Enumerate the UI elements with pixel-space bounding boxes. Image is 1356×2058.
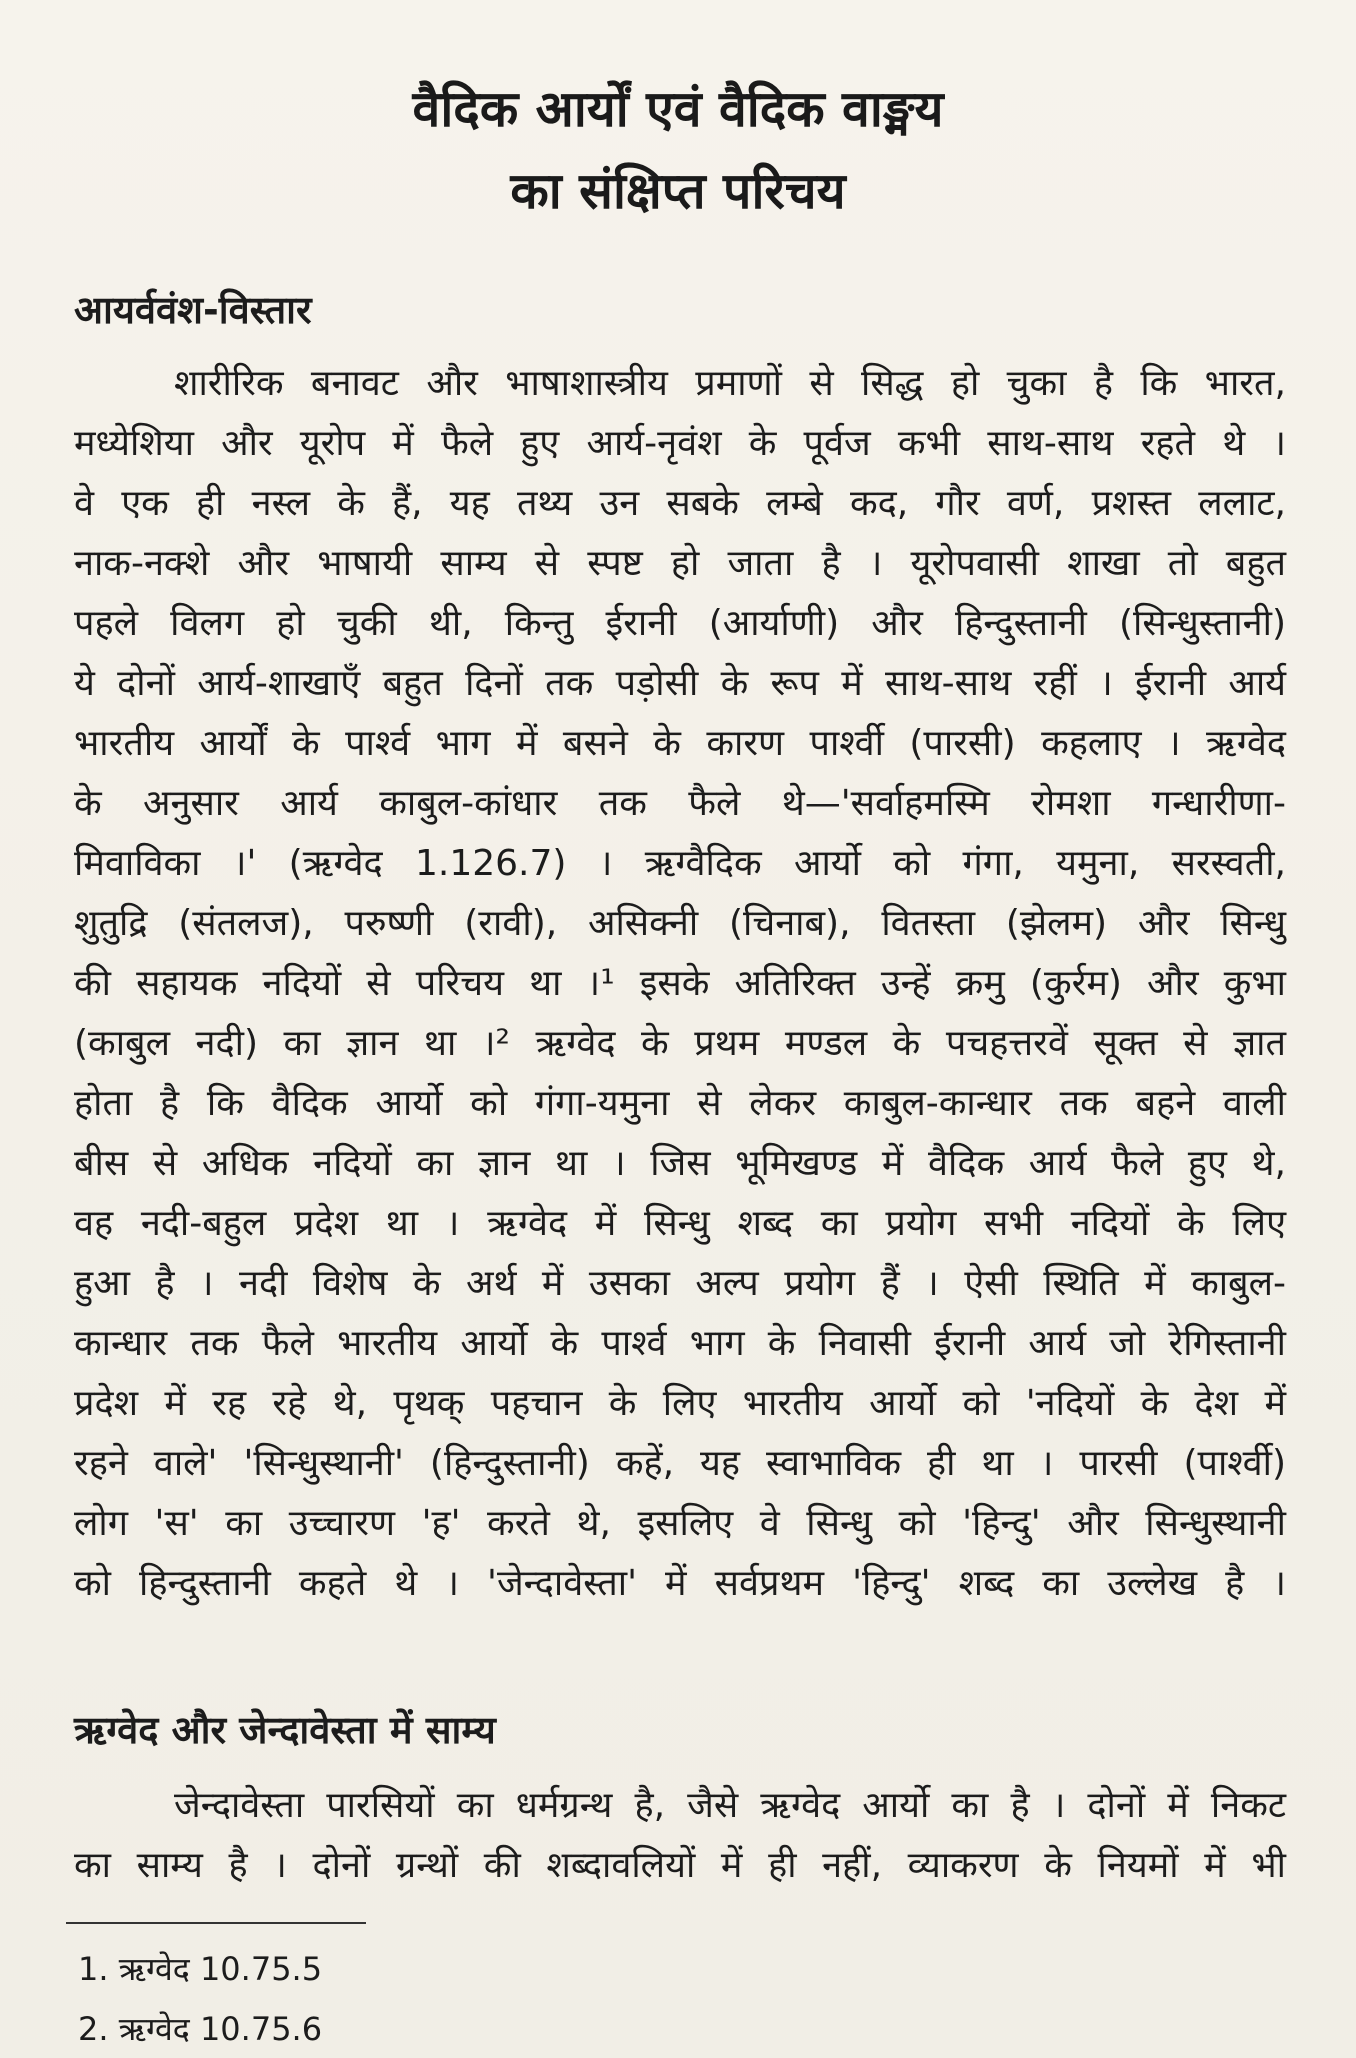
body-line: की सहायक नदियों से परिचय था ।¹ इसके अतिरिक्त उन्हें क्रमु (कुर्रम) और कुभा — [74, 963, 1286, 1004]
body-line: शुतुद्रि (संतलज), परुष्णी (रावी), असिक्नी (चिनाब), वितस्ता (झेलम) और सिन्धु — [74, 903, 1286, 944]
footnote-divider — [66, 1922, 366, 1924]
body-line: लोग 'स' का उच्चारण 'ह' करते थे, इसलिए वे सिन्धु को 'हिन्दु' और सिन्धुस्थानी — [74, 1503, 1286, 1544]
body-line: जेन्दावेस्ता पारसियों का धर्मग्रन्थ है, जैसे ऋग्वेद आर्यो का है । दोनों में निकट — [174, 1785, 1286, 1826]
body-line: होता है कि वैदिक आर्यो को गंगा-यमुना से लेकर काबुल-कान्धार तक बहने वाली — [74, 1083, 1286, 1124]
body-line: को हिन्दुस्तानी कहते थे । 'जेन्दावेस्ता' में सर्वप्रथम 'हिन्दु' शब्द का उल्लेख है । — [74, 1563, 1286, 1604]
body-line: कान्धार तक फैले भारतीय आर्यो के पार्श्व भाग के निवासी ईरानी आर्य जो रेगिस्तानी — [74, 1323, 1286, 1364]
footnote-2: 2. ऋग्वेद 10.75.6 — [78, 2010, 323, 2048]
body-line: ये दोनों आर्य-शाखाएँ बहुत दिनों तक पड़ोसी के रूप में साथ-साथ रहीं । ईरानी आर्य — [74, 663, 1286, 704]
body-line: हुआ है । नदी विशेष के अर्थ में उसका अल्प प्रयोग हैं । ऐसी स्थिति में काबुल- — [74, 1263, 1286, 1304]
body-line: वे एक ही नस्ल के हैं, यह तथ्य उन सबके लम्बे कद, गौर वर्ण, प्रशस्त ललाट, — [74, 483, 1286, 524]
page-title-line-1: वैदिक आर्यों एवं वैदिक वाङ्मय — [412, 80, 944, 138]
body-line: भारतीय आर्यों के पार्श्व भाग में बसने के कारण पार्श्वी (पारसी) कहलाए । ऋग्वेद — [74, 723, 1286, 764]
section-heading-lineage: आयर्ववंश-विस्तार — [74, 288, 312, 332]
section-heading-comparison: ऋग्वेद और जेन्दावेस्ता में साम्य — [74, 1708, 496, 1752]
body-line: वह नदी-बहुल प्रदेश था । ऋग्वेद में सिन्धु शब्द का प्रयोग सभी नदियों के लिए — [74, 1203, 1286, 1244]
body-line: प्रदेश में रह रहे थे, पृथक् पहचान के लिए भारतीय आर्यो को 'नदियों के देश में — [74, 1383, 1286, 1424]
body-line: मध्येशिया और यूरोप में फैले हुए आर्य-नृवंश के पूर्वज कभी साथ-साथ रहते थे । — [74, 423, 1286, 464]
body-line: बीस से अधिक नदियों का ज्ञान था । जिस भूमिखण्ड में वैदिक आर्य फैले हुए थे, — [74, 1143, 1286, 1184]
body-line: के अनुसार आर्य काबुल-कांधार तक फैले थे—'सर्वाहमस्मि रोमशा गन्धारीणा- — [74, 783, 1286, 824]
body-line: मिवाविका ।' (ऋग्वेद 1.126.7) । ऋग्वैदिक आर्यो को गंगा, यमुना, सरस्वती, — [74, 843, 1286, 884]
body-line: का साम्य है । दोनों ग्रन्थों की शब्दावलियों में ही नहीं, व्याकरण के नियमों में भी — [74, 1845, 1286, 1886]
body-line: शारीरिक बनावट और भाषाशास्त्रीय प्रमाणों से सिद्ध हो चुका है कि भारत, — [174, 363, 1286, 404]
body-line: नाक-नक्शे और भाषायी साम्य से स्पष्ट हो जाता है । यूरोपवासी शाखा तो बहुत — [74, 543, 1286, 584]
body-line: (काबुल नदी) का ज्ञान था ।² ऋग्वेद के प्रथम मण्डल के पचहत्तरवें सूक्त से ज्ञात — [74, 1023, 1286, 1064]
page-title-line-2: का संक्षिप्त परिचय — [510, 162, 846, 220]
body-line: रहने वाले' 'सिन्धुस्थानी' (हिन्दुस्तानी) कहें, यह स्वाभाविक ही था । पारसी (पार्श्वी) — [74, 1443, 1286, 1484]
body-line: पहले विलग हो चुकी थी, किन्तु ईरानी (आर्याणी) और हिन्दुस्तानी (सिन्धुस्तानी) — [74, 603, 1286, 644]
footnote-1: 1. ऋग्वेद 10.75.5 — [78, 1950, 323, 1988]
